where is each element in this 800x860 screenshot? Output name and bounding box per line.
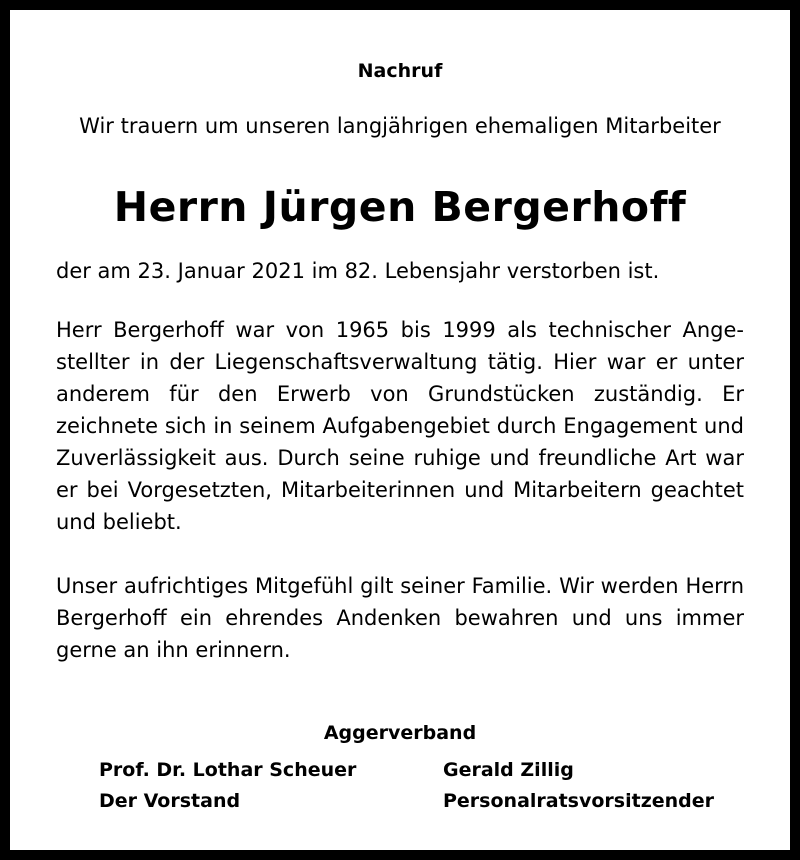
condolence-paragraph: Unser aufrichtiges Mitgefühl gilt seiner Familie. Wir werden Herrn Bergerhoff ein ehrendes Andenken bewahren und uns immer gerne an ihn erinnern. — [56, 574, 744, 662]
signatory-left-role: Der Vorstand — [99, 790, 241, 812]
death-date-line: der am 23. Januar 2021 im 82. Lebensjahr verstorben ist. — [56, 259, 660, 283]
intro-line: Wir trauern um unseren langjährigen ehemaligen Mitarbeiter — [79, 114, 721, 138]
signatory-right-role: Personalratsvorsitzender — [443, 790, 715, 812]
organization-name: Aggerverband — [323, 722, 477, 744]
signatory-left — [99, 755, 356, 817]
career-paragraph: Herr Bergerhoff war von 1965 bis 1999 als technischer Angestellter in der Liegenschaftsverwaltung tätig. Hier war er unter anderem für den Erwerb von Grundstücken zuständig. Er zeichnete sich in seinem Aufgabengebiet durch Engagement und Zuverlässigkeit aus. Durch seine ruhige und freundliche Art war er bei Vorgesetzten, Mitarbeiterinnen und Mitarbeitern geachtet und beliebt. — [56, 318, 744, 534]
deceased-name: Herrn Jürgen Bergerhoff — [113, 183, 687, 231]
signatory-left-name: Prof. Dr. Lothar Scheuer — [99, 759, 357, 781]
signatory-right-name: Gerald Zillig — [443, 759, 574, 781]
notice-heading: Nachruf — [357, 60, 443, 82]
signatory-right — [443, 755, 714, 817]
